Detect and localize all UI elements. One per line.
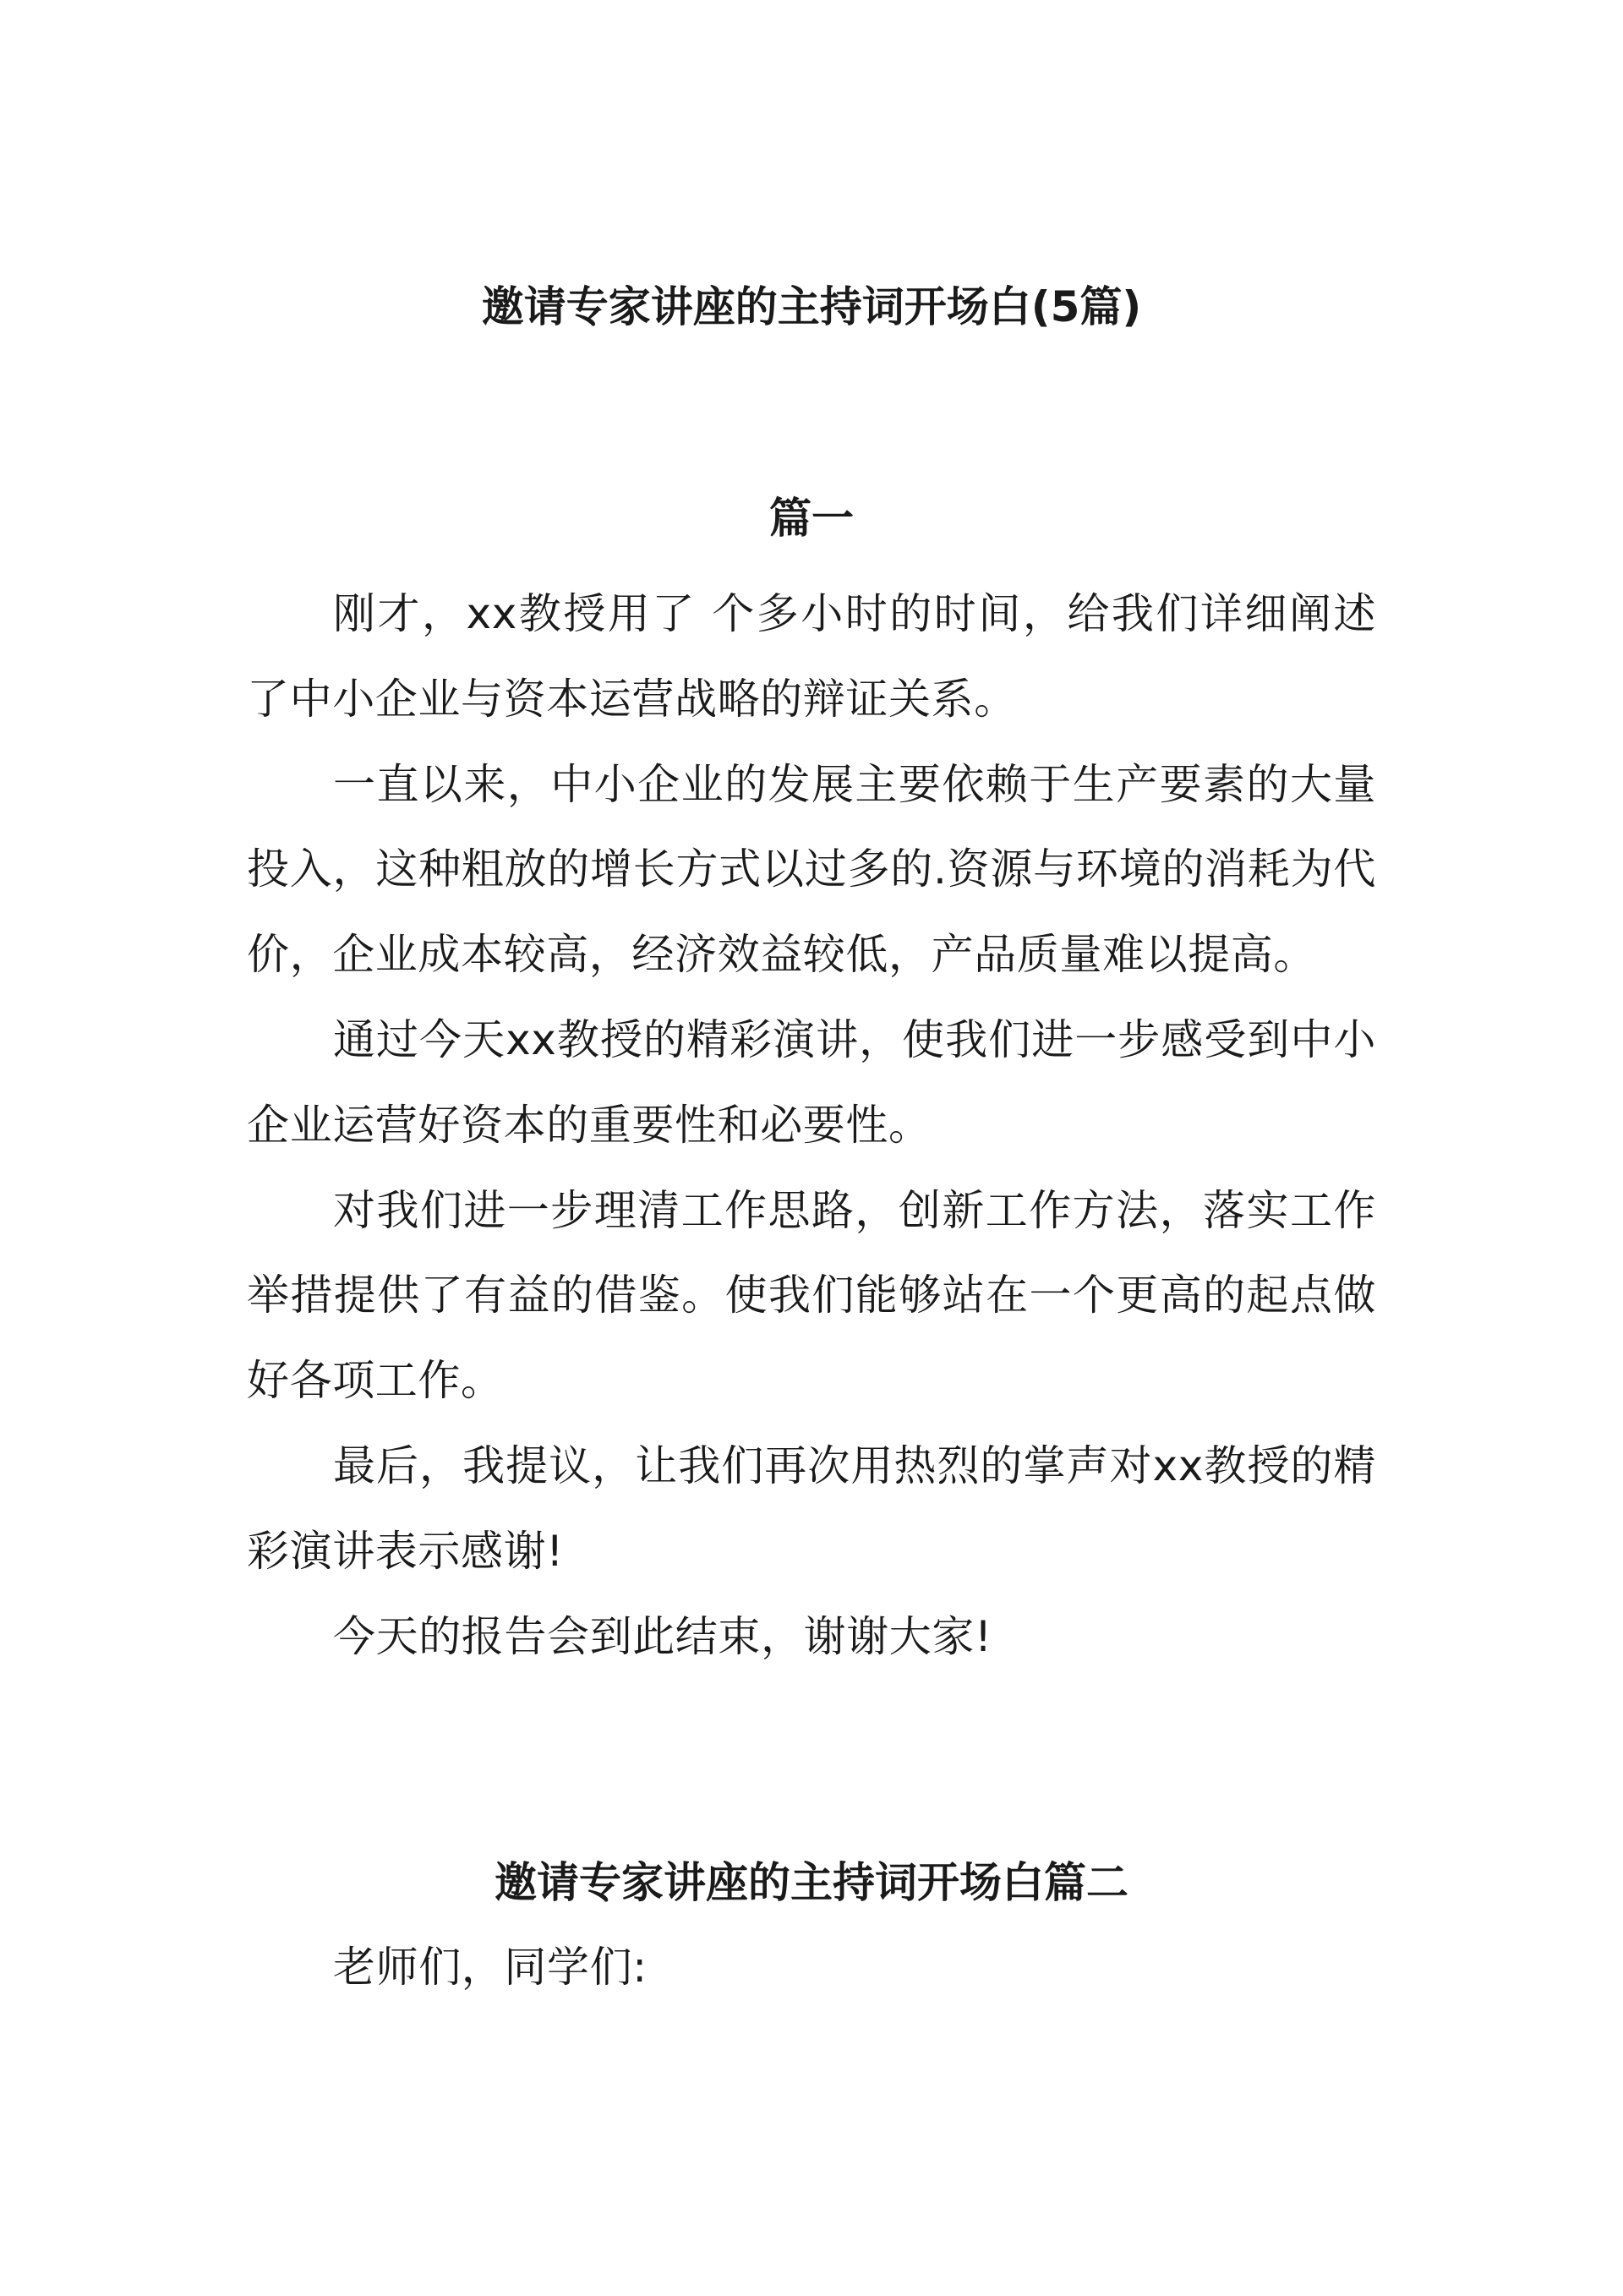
section-heading-1: 篇一 bbox=[769, 494, 854, 543]
paragraph: 通过今天xx教授的精彩演讲，使我们进一步感受到中小企业运营好资本的重要性和必要性。 bbox=[247, 1014, 1376, 1150]
paragraph: 最后，我提议，让我们再次用热烈的掌声对xx教授的精彩演讲表示感谢! bbox=[247, 1440, 1376, 1576]
paragraph: 一直以来，中小企业的发展主要依赖于生产要素的大量投入，这种粗放的增长方式以过多的.资源与环境的消耗为代价，企业成本较高，经济效益较低，产品质量难以提高。 bbox=[247, 759, 1376, 980]
section-heading-2: 邀请专家讲座的主持词开场白篇二 bbox=[495, 1858, 1128, 1907]
paragraph: 今天的报告会到此结束，谢谢大家! bbox=[333, 1611, 992, 1661]
document-title: 邀请专家讲座的主持词开场白(5篇) bbox=[481, 282, 1142, 331]
section-1-body bbox=[247, 571, 1376, 1679]
paragraph: 对我们进一步理清工作思路，创新工作方法，落实工作举措提供了有益的借鉴。使我们能够站在一个更高的起点做好各项工作。 bbox=[247, 1185, 1376, 1406]
greeting-line: 老师们，同学们: bbox=[333, 1943, 648, 1992]
paragraph: 刚才，xx教授用了 个多小时的时间，给我们详细阐述了中小企业与资本运营战略的辩证关系。 bbox=[247, 589, 1376, 724]
